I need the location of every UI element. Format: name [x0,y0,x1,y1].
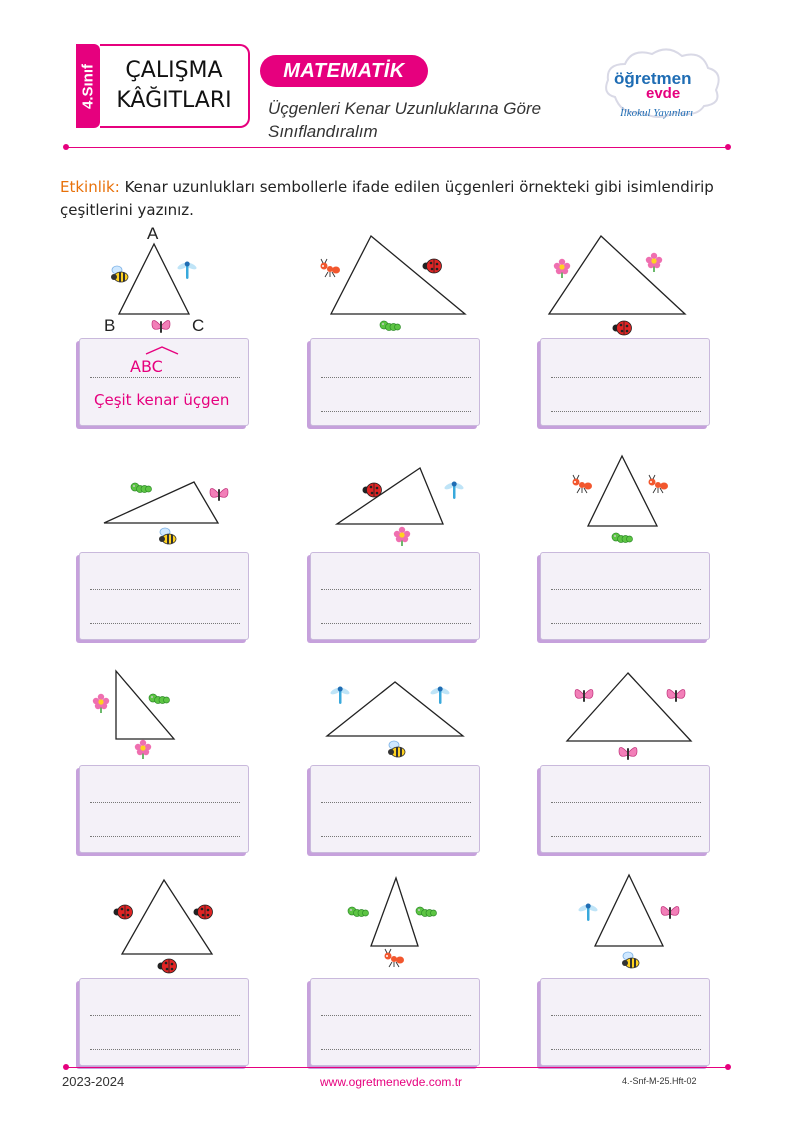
divider-dot-right [725,144,731,150]
triangle-item-7 [72,655,302,865]
ray-arc-icon [144,345,180,355]
dragonfly-icon [429,685,451,705]
ladybug-icon [421,256,443,276]
title-line-2: KÂĞITLARI [116,88,232,113]
dotted-line [321,623,471,624]
footer-year: 2023-2024 [62,1074,125,1089]
logo-text-main: öğretmen [614,69,692,88]
caterpillar-icon [415,902,437,922]
example-triangle-kind: Çeşit kenar üçgen [94,391,230,409]
logo-text-sub: evde [646,85,681,102]
dotted-line [321,802,471,803]
dotted-line [90,589,240,590]
butterfly-icon [150,316,172,336]
dotted-line [551,589,701,590]
caterpillar-icon [148,689,170,709]
ant-icon [571,474,593,494]
dotted-line [90,377,240,378]
dotted-line [321,836,471,837]
dotted-line [321,1049,471,1050]
vertex-label-b: B [104,316,116,335]
caterpillar-icon [611,528,633,548]
caterpillar-icon [130,478,152,498]
worksheet-title [100,44,250,128]
triangle-item-8 [303,655,533,865]
triangle-item-4 [72,440,302,650]
flower-icon [391,526,413,546]
butterfly-icon [659,902,681,922]
bee-icon [621,950,643,970]
triangle-figure [303,868,533,988]
triangle-item-6 [533,440,763,650]
butterfly-icon [208,484,230,504]
ant-icon [319,258,341,278]
ant-icon [647,474,669,494]
flower-icon [90,693,112,713]
ant-icon [383,948,405,968]
triangle-figure [533,655,763,775]
dotted-line [551,411,701,412]
answer-box[interactable] [79,338,249,426]
instruction-body: Kenar uzunlukları sembollerle ifade edilen üçgenleri örnekteki gibi isimlendirip çeşitlerini yazınız. [60,178,714,219]
dragonfly-icon [443,480,465,500]
topic-line-1: Üçgenleri Kenar Uzunluklarına Göre [268,99,542,118]
dotted-line [551,836,701,837]
triangle-figure [72,440,302,560]
ladybug-icon [156,956,178,976]
butterfly-icon [617,743,639,763]
answer-box[interactable] [310,765,480,853]
instruction-text [60,176,740,222]
answer-box[interactable] [540,552,710,640]
butterfly-icon [573,685,595,705]
ladybug-icon [192,902,214,922]
dotted-line [551,623,701,624]
publisher-logo [600,42,725,130]
triangle-item-5 [303,440,533,650]
answer-box[interactable] [79,978,249,1066]
triangle-item-1 [72,222,302,432]
flower-icon [643,252,665,272]
answer-box[interactable] [540,338,710,426]
ladybug-icon [361,480,383,500]
triangle-figure [303,655,533,775]
topic-line-2: Sınıflandıralım [268,122,378,141]
divider-dot-left [63,144,69,150]
answer-box[interactable] [310,552,480,640]
topic-title [268,97,608,143]
dotted-line [321,411,471,412]
title-line-1: ÇALIŞMA [125,58,223,83]
dragonfly-icon [329,685,351,705]
answer-box[interactable] [540,978,710,1066]
answer-box[interactable] [79,765,249,853]
footer-website-link[interactable]: www.ogretmenevde.com.tr [320,1075,463,1089]
triangle-figure [72,868,302,988]
triangle-item-2 [303,222,533,432]
dotted-line [321,1015,471,1016]
dotted-line [551,1049,701,1050]
triangle-item-9 [533,655,763,865]
caterpillar-icon [379,316,401,336]
ladybug-icon [112,902,134,922]
answer-box[interactable] [310,978,480,1066]
triangle-figure [303,440,533,560]
bee-icon [110,264,132,284]
vertex-label-c: C [192,316,205,335]
triangle-figure [533,440,763,560]
triangle-figure [533,868,763,988]
dotted-line [90,836,240,837]
instruction-label: Etkinlik: [60,178,120,196]
subject-badge: MATEMATİK [260,55,428,87]
footer-dot-right [725,1064,731,1070]
logo-tagline: İlkokul Yayınları [620,107,694,119]
triangle-item-10 [72,868,302,1078]
caterpillar-icon [347,902,369,922]
dragonfly-icon [176,260,198,280]
ladybug-icon [611,318,633,338]
triangle-figure [72,655,302,775]
flower-icon [551,258,573,278]
triangle-item-11 [303,868,533,1078]
flower-icon [132,739,154,759]
header-divider [66,147,728,148]
dotted-line [90,1015,240,1016]
triangle-figure [533,222,763,342]
footer-dot-left [63,1064,69,1070]
footer-code: 4.-Snf-M-25.Hft-02 [622,1076,697,1086]
triangle-figure [303,222,533,342]
answer-box[interactable] [79,552,249,640]
answer-box[interactable] [540,765,710,853]
bee-icon [387,739,409,759]
grade-tab: 4.Sınıf [76,44,100,128]
dotted-line [551,1015,701,1016]
answer-box[interactable] [310,338,480,426]
dotted-line [321,589,471,590]
footer-divider [66,1067,728,1068]
triangle-item-12 [533,868,763,1078]
triangle-item-3 [533,222,763,432]
dotted-line [90,1049,240,1050]
dotted-line [551,377,701,378]
dotted-line [90,623,240,624]
butterfly-icon [665,685,687,705]
dotted-line [321,377,471,378]
dotted-line [551,802,701,803]
vertex-label-a: A [147,224,159,243]
dotted-line [90,802,240,803]
dragonfly-icon [577,902,599,922]
bee-icon [158,526,180,546]
example-triangle-name: ABC [130,357,163,376]
